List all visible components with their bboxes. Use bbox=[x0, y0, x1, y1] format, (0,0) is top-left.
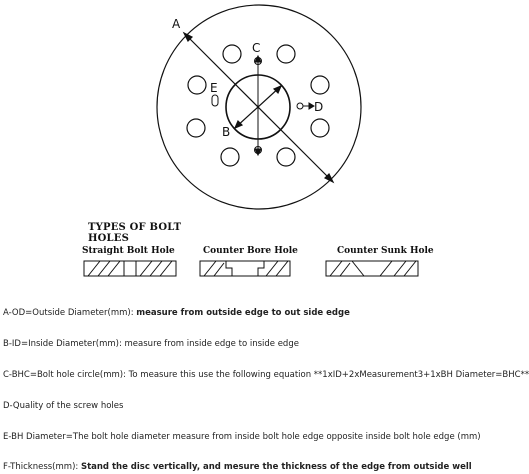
definition-text: measure from outside edge to out side edge bbox=[136, 308, 350, 318]
definition-text: Stand the disc vertically, and mesure the thickness of the edge from outside well bbox=[80, 462, 472, 472]
types-of-bolt-holes-title: TYPES OF BOLT HOLES bbox=[88, 222, 182, 244]
bolt-hole bbox=[188, 76, 206, 94]
bolt-hole-diameter-marker bbox=[212, 95, 218, 106]
label-b: B bbox=[222, 125, 231, 139]
straight-bolt-hole-label: Straight Bolt Hole bbox=[82, 246, 175, 256]
bolt-hole bbox=[187, 119, 205, 137]
definition-text: measure from inside edge to inside edge bbox=[124, 339, 299, 349]
definition-text: The bolt hole diameter measure from inside bolt hole edge opposite inside bolt hole edge (mm) bbox=[72, 432, 481, 442]
counter-sunk-hole-label: Counter Sunk Hole bbox=[337, 246, 434, 256]
definition-outside-diameter bbox=[3, 308, 350, 318]
bolt-hole bbox=[311, 76, 329, 94]
definition-term: B-ID=Inside Diameter(mm): bbox=[3, 339, 125, 349]
bolt-hole bbox=[223, 45, 241, 63]
bolt-hole bbox=[277, 148, 295, 166]
definition-term: C-BHC=Bolt hole circle(mm): bbox=[3, 370, 129, 380]
definition-inside-diameter bbox=[3, 339, 299, 349]
bolt-hole bbox=[277, 45, 295, 63]
definition-term: D-Quality of the screw holes bbox=[3, 401, 124, 411]
definition-screw-hole-quality bbox=[3, 401, 123, 411]
definition-term: F-Thickness(mm): bbox=[3, 462, 81, 472]
counter-bore-hole-section bbox=[200, 261, 290, 276]
definition-text: To measure this use the following equation **1xID+2xMeasurement3+1xBH Diameter=BHC** bbox=[128, 370, 529, 380]
definition-thickness bbox=[3, 462, 472, 472]
counter-sunk-hole-section bbox=[326, 261, 418, 276]
straight-bolt-hole-section bbox=[84, 261, 176, 276]
screw-hole bbox=[297, 103, 303, 109]
definition-term: A-OD=Outside Diameter(mm): bbox=[3, 308, 137, 318]
label-a: A bbox=[172, 17, 181, 31]
definition-bolt-hole-diameter bbox=[3, 432, 481, 442]
bolt-hole bbox=[221, 148, 239, 166]
dimension-d-arrow bbox=[303, 103, 314, 109]
definition-term: E-BH Diameter= bbox=[3, 432, 73, 442]
definition-bolt-hole-circle bbox=[3, 370, 529, 380]
label-c: C bbox=[252, 41, 261, 55]
counter-bore-hole-label: Counter Bore Hole bbox=[203, 246, 298, 256]
label-e: E bbox=[210, 81, 218, 95]
label-d: D bbox=[314, 100, 324, 114]
bolt-hole bbox=[311, 119, 329, 137]
